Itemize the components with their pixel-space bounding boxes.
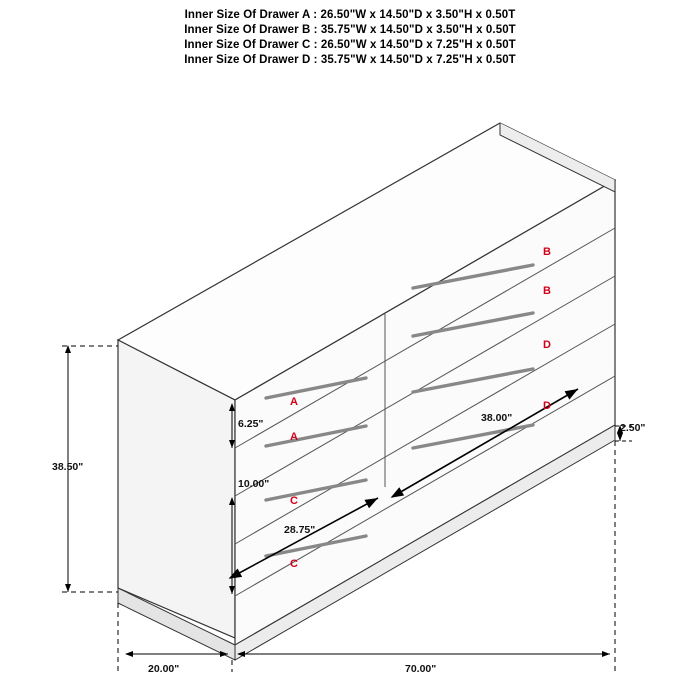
spec-line-drawer-a: Inner Size Of Drawer A : 26.50"W x 14.50"D x 3.50"H x 0.50T [184, 9, 516, 21]
drawer-letter-b-top: B [543, 246, 551, 258]
dim-label-wide-drawer-width: 38.00" [481, 412, 513, 424]
dim-label-small-drawer-height: 6.25" [238, 418, 264, 430]
cabinet-body [118, 123, 615, 660]
dim-label-total-height: 38.50" [52, 461, 84, 473]
dim-label-plinth-height: 2.50" [620, 422, 646, 434]
dim-label-large-drawer-height: 10.00" [238, 478, 270, 490]
dim-label-depth: 20.00" [148, 663, 180, 675]
spec-line-drawer-d: Inner Size Of Drawer D : 35.75"W x 14.50"D x 7.25"H x 0.50T [184, 54, 516, 66]
drawer-letter-b-second: B [543, 285, 551, 297]
spec-line-drawer-b: Inner Size Of Drawer B : 35.75"W x 14.50"D x 3.50"H x 0.50T [184, 24, 516, 36]
dim-label-total-width: 70.00" [405, 663, 437, 675]
spec-line-drawer-c: Inner Size Of Drawer C : 26.50"W x 14.50"D x 7.25"H x 0.50T [184, 39, 516, 51]
drawer-letter-c-third: C [290, 495, 298, 507]
drawer-letter-a-top: A [290, 396, 298, 408]
drawer-letter-d-fourth: D [543, 400, 551, 412]
drawer-letter-d-third: D [543, 339, 551, 351]
drawer-letter-a-second: A [290, 431, 298, 443]
drawer-letter-c-fourth: C [290, 558, 298, 570]
dim-label-narrow-drawer-width: 28.75" [284, 524, 316, 536]
